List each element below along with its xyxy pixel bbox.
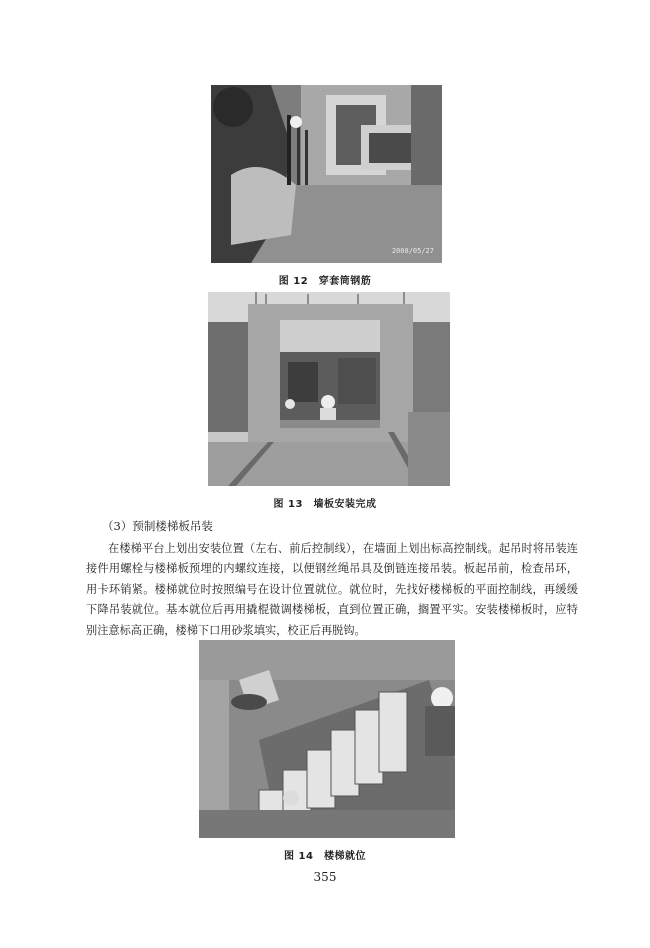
photo-datestamp: 2008/05/27 (391, 247, 434, 255)
figure-13-photo (208, 292, 450, 486)
figure-12-photo (211, 85, 442, 263)
page-number: 355 (313, 870, 337, 884)
figure-14-image (199, 640, 455, 838)
section-paragraph: 在楼梯平台上划出安装位置（左右、前后控制线），在墙面上划出标高控制线。起吊时将吊装连接件用螺栓与楼梯板预埋的内螺纹连接，以便钢丝绳吊具及倒链连接吊装。板起吊前，检查吊环，用卡环销紧。楼梯就位时按照编号在设计位置就位。就位时，先找好楼梯板的平面控制线，再缓缓下降吊装就位。基本就位后再用撬棍微调楼梯板，直到位置正确，搁置平实。安装楼梯板时，应特别注意标高正确，楼梯下口用砂浆填实，校正后再脱钩。 (86, 542, 578, 637)
figure-13-image (208, 292, 450, 486)
figure-12-caption: 图 12 穿套筒钢筋 (278, 276, 372, 287)
figure-14-caption: 图 14 楼梯就位 (284, 851, 366, 862)
figure-12-image (211, 85, 442, 263)
figure-14-photo (199, 640, 455, 838)
figure-13-caption: 图 13 墙板安装完成 (273, 499, 377, 510)
section-heading: （3）预制楼梯板吊装 (102, 519, 213, 533)
